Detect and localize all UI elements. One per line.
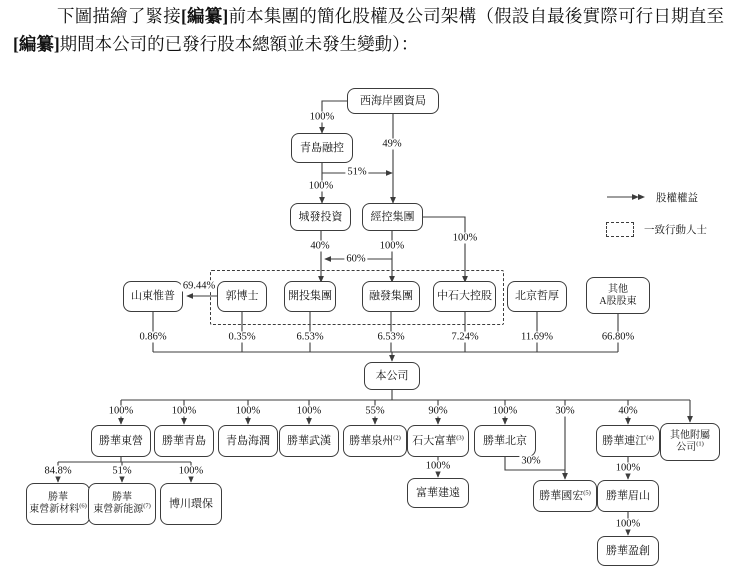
node-label: 勝華眉山 bbox=[606, 489, 650, 502]
node-label-line bbox=[371, 211, 415, 224]
node-label-line bbox=[602, 435, 654, 448]
percentage-label: 60% bbox=[346, 253, 366, 265]
node-label: 西海岸國資局 bbox=[360, 94, 426, 107]
node-beijing-zhehou bbox=[507, 281, 567, 312]
node-label: 公司 bbox=[676, 442, 697, 453]
node-label: 郭博士 bbox=[225, 290, 259, 302]
node-label: 勝華北京 bbox=[483, 434, 527, 447]
node-shenghua-quanzhou bbox=[343, 425, 407, 457]
percentage-label: 100% bbox=[178, 465, 204, 477]
node-shenghua-qingdao bbox=[154, 425, 214, 457]
node-label-line bbox=[360, 95, 426, 108]
node-qingdao-rongkong bbox=[291, 133, 353, 163]
arrow-icon bbox=[606, 192, 646, 202]
node-dongying-new-energy bbox=[88, 483, 156, 525]
legend-equity-label: 股權權益 bbox=[656, 192, 698, 204]
node-label: 其他附屬 bbox=[670, 430, 710, 441]
node-label: 中石大控股 bbox=[437, 290, 492, 302]
node-label-line bbox=[515, 290, 559, 303]
percentage-label: 51% bbox=[347, 166, 367, 178]
percentage-label: 69.44% bbox=[182, 280, 216, 292]
percentage-label: 6.53% bbox=[296, 331, 324, 343]
legend-concert-label: 一致行動人士 bbox=[644, 224, 707, 236]
node-label: 勝華盈創 bbox=[606, 544, 650, 557]
percentage-label: 100% bbox=[108, 405, 134, 417]
percentage-label: 49% bbox=[382, 138, 402, 150]
node-label-line bbox=[29, 504, 87, 516]
percentage-label: 100% bbox=[309, 111, 335, 123]
node-zhongshida-holdings bbox=[433, 281, 496, 312]
node-label: 青島海潤 bbox=[226, 434, 270, 447]
node-qingdao-hairun bbox=[218, 425, 278, 457]
node-kaitou-group bbox=[284, 281, 336, 312]
percentage-label: 66.80% bbox=[601, 331, 635, 343]
node-label: 本公司 bbox=[375, 369, 409, 382]
node-shenghua-beijing bbox=[474, 425, 536, 457]
node-label-line bbox=[670, 430, 710, 442]
node-label-line bbox=[226, 290, 259, 303]
node-shenghua-meishan bbox=[597, 480, 659, 512]
node-dr-guo bbox=[217, 281, 267, 312]
node-jingkong-group bbox=[362, 203, 423, 231]
node-label: 開投集團 bbox=[288, 290, 332, 302]
node-label-line bbox=[608, 284, 628, 296]
dashed-box-icon bbox=[606, 222, 634, 237]
node-shandong-weipu bbox=[123, 281, 183, 312]
node-label-line bbox=[376, 370, 409, 383]
legend bbox=[606, 188, 731, 252]
node-label: 勝華 bbox=[48, 492, 68, 503]
node-label: 富華建遠 bbox=[416, 486, 460, 499]
redaction-placeholder: [編纂] bbox=[13, 33, 60, 54]
node-label-line bbox=[606, 490, 650, 503]
node-label-line bbox=[539, 490, 591, 503]
node-label-line bbox=[287, 435, 331, 448]
node-label: 勝華青島 bbox=[162, 434, 206, 447]
node-label-line bbox=[93, 504, 151, 516]
percentage-label: 100% bbox=[235, 405, 261, 417]
node-label-line bbox=[599, 296, 636, 308]
footnote-ref: (1) bbox=[696, 440, 704, 448]
node-label: 青島融控 bbox=[300, 141, 344, 154]
node-shida-fuhua bbox=[407, 425, 469, 457]
percentage-label: 84.8% bbox=[44, 465, 72, 477]
percentage-label: 11.69% bbox=[521, 331, 553, 343]
percentage-label: 90% bbox=[428, 405, 448, 417]
percentage-label: 6.53% bbox=[377, 331, 405, 343]
percentage-label: 40% bbox=[310, 240, 330, 252]
node-label-line bbox=[299, 211, 343, 224]
node-label: 勝華 bbox=[112, 492, 132, 503]
node-label-line bbox=[676, 442, 704, 454]
node-label: 勝華連江 bbox=[602, 434, 647, 447]
percentage-label: 0.86% bbox=[139, 331, 167, 343]
percentage-label: 40% bbox=[618, 405, 638, 417]
intro-text: 下圖描繪了緊接 bbox=[57, 6, 181, 26]
node-shenghua-wuhan bbox=[279, 425, 339, 457]
percentage-label: 100% bbox=[379, 240, 405, 252]
percentage-label: 30% bbox=[521, 455, 541, 467]
intro-text: 期間本公司的已發行股本總額並未發生變動）： bbox=[59, 33, 419, 54]
footnote-ref: (5) bbox=[583, 488, 591, 496]
node-label-line bbox=[112, 492, 132, 504]
node-label-line bbox=[349, 435, 401, 448]
percentage-label: 100% bbox=[452, 232, 478, 244]
node-shenghua-lianjiang bbox=[596, 425, 660, 457]
node-dongying-new-material bbox=[26, 483, 90, 525]
node-label-line bbox=[437, 290, 492, 303]
percentage-label: 51% bbox=[112, 465, 132, 477]
node-label: A股股東 bbox=[599, 295, 637, 307]
node-shenghua-guohong bbox=[533, 480, 597, 512]
footnote-ref: (7) bbox=[143, 502, 151, 510]
node-label: 北京哲厚 bbox=[515, 290, 559, 302]
percentage-label: 0.35% bbox=[228, 331, 256, 343]
node-label: 經控集團 bbox=[370, 210, 415, 223]
percentage-label: 30% bbox=[555, 405, 575, 417]
node-rongfa-group bbox=[362, 281, 420, 312]
node-label-line bbox=[162, 435, 206, 448]
node-fuhua-jianyuan bbox=[407, 478, 469, 508]
percentage-label: 100% bbox=[615, 462, 641, 474]
footnote-ref: (2) bbox=[393, 433, 401, 441]
node-label-line bbox=[606, 545, 650, 558]
node-label-line bbox=[169, 498, 213, 511]
footnote-ref: (6) bbox=[79, 502, 87, 510]
node-label-line bbox=[288, 290, 332, 303]
node-label: 勝華東營 bbox=[99, 434, 143, 447]
redaction-placeholder: [編纂] bbox=[180, 6, 229, 26]
node-label-line bbox=[369, 290, 413, 303]
node-the-company bbox=[364, 362, 420, 390]
node-chengfa-investment bbox=[290, 203, 351, 231]
node-other-a-shareholders bbox=[586, 277, 650, 314]
node-label-line bbox=[416, 487, 460, 500]
node-west-coast-soa bbox=[347, 88, 439, 114]
node-label: 東營新能源 bbox=[93, 504, 144, 515]
node-label: 勝華武漢 bbox=[287, 434, 331, 447]
node-shenghua-dongying bbox=[91, 425, 151, 457]
footnote-ref: (4) bbox=[646, 433, 654, 441]
node-label: 博川環保 bbox=[169, 497, 213, 510]
percentage-label: 55% bbox=[365, 405, 385, 417]
node-label: 融發集團 bbox=[369, 290, 413, 302]
node-label-line bbox=[483, 435, 527, 448]
legend-concert-row bbox=[606, 220, 731, 238]
legend-equity-row bbox=[606, 188, 731, 206]
percentage-label: 100% bbox=[171, 405, 197, 417]
percentage-label: 100% bbox=[492, 405, 518, 417]
node-label: 石大富華 bbox=[412, 434, 457, 447]
node-label: 勝華泉州 bbox=[349, 434, 394, 447]
percentage-label: 100% bbox=[308, 180, 334, 192]
node-label-line bbox=[300, 142, 344, 155]
footnote-ref: (3) bbox=[456, 433, 464, 441]
node-label-line bbox=[412, 435, 464, 448]
node-label: 勝華國宏 bbox=[539, 489, 584, 502]
percentage-label: 100% bbox=[425, 460, 451, 472]
node-label: 其他 bbox=[608, 283, 628, 295]
node-label-line bbox=[131, 290, 175, 303]
node-label: 城發投資 bbox=[298, 210, 343, 223]
node-shenghua-yingchuang bbox=[597, 536, 659, 566]
intro-text: 前本集團的簡化股權及公司架構（假設自最後實際可行日期直至 bbox=[228, 6, 725, 26]
node-label-line bbox=[48, 492, 68, 504]
node-label: 山東惟普 bbox=[131, 290, 175, 302]
node-label-line bbox=[226, 435, 270, 448]
node-bochuan-environmental bbox=[160, 483, 222, 525]
node-other-subsidiaries bbox=[660, 423, 720, 461]
percentage-label: 7.24% bbox=[451, 331, 479, 343]
percentage-label: 100% bbox=[296, 405, 322, 417]
node-label-line bbox=[99, 435, 143, 448]
percentage-label: 100% bbox=[615, 518, 641, 530]
node-label: 東營新材料 bbox=[29, 504, 80, 515]
